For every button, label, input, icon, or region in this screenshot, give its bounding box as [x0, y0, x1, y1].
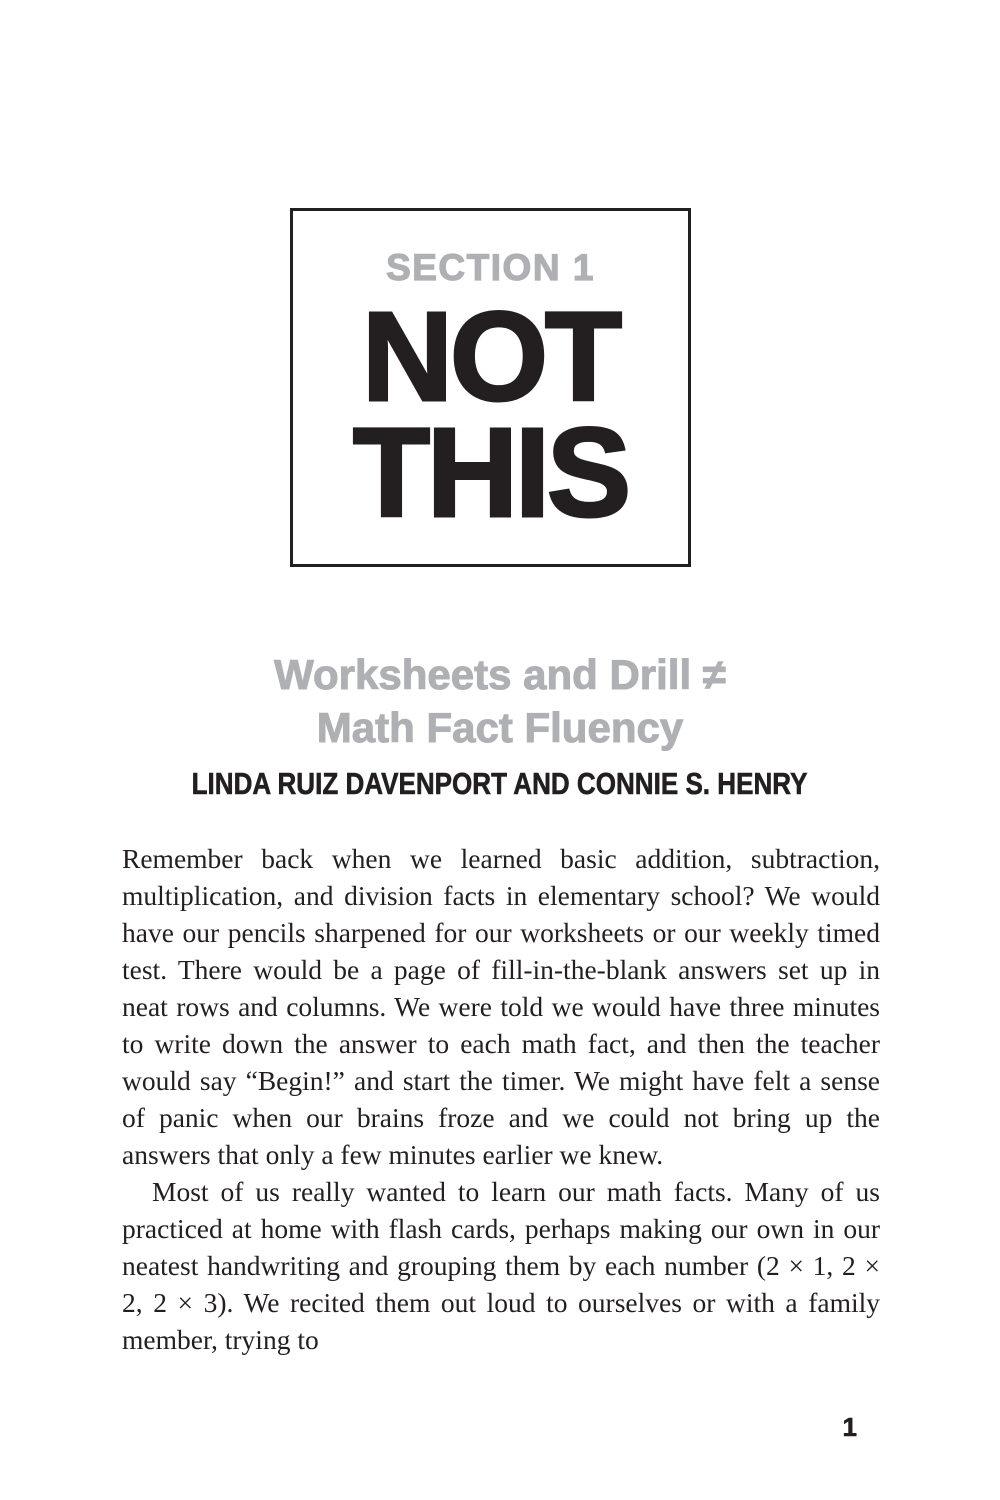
section-title-box: [290, 208, 691, 567]
chapter-title: [0, 648, 1000, 754]
section-title-line1: NOT: [362, 286, 619, 427]
section-kicker: SECTION 1: [386, 247, 595, 288]
paragraph-1: Remember back when we learned basic addition, subtraction, multiplication, and division facts in elementary school? We would have our pencils sharpened for our worksheets or our weekly timed test. There would be a page of fill-in-the-blank answers set up in neat rows and columns. We were told we would have three minutes to write down the answer to each math fact, and then the teacher would say “Begin!” and start the timer. We might have felt a sense of panic when our brains froze and we could not bring up the answers that only a few minutes earlier we knew.: [122, 843, 880, 1170]
section-title: [293, 286, 688, 543]
section-title-line2: THIS: [352, 402, 628, 543]
page-number: 1: [842, 1412, 857, 1442]
paragraph-2: Most of us really wanted to learn our math facts. Many of us practiced at home with flash cards, perhaps making our own in our neatest handwriting and grouping them by each number (2 × 1, 2 × 2, 2 × 3). We recited them out loud to ourselves or with a family member, trying to: [122, 1176, 880, 1355]
body-text: [122, 840, 880, 1358]
authors-byline: [0, 766, 1000, 802]
chapter-title-line1: Worksheets and Drill ≠: [274, 651, 726, 698]
authors-names: LINDA RUIZ DAVENPORT AND CONNIE S. HENRY: [192, 766, 808, 801]
chapter-title-line2: Math Fact Fluency: [316, 704, 684, 751]
